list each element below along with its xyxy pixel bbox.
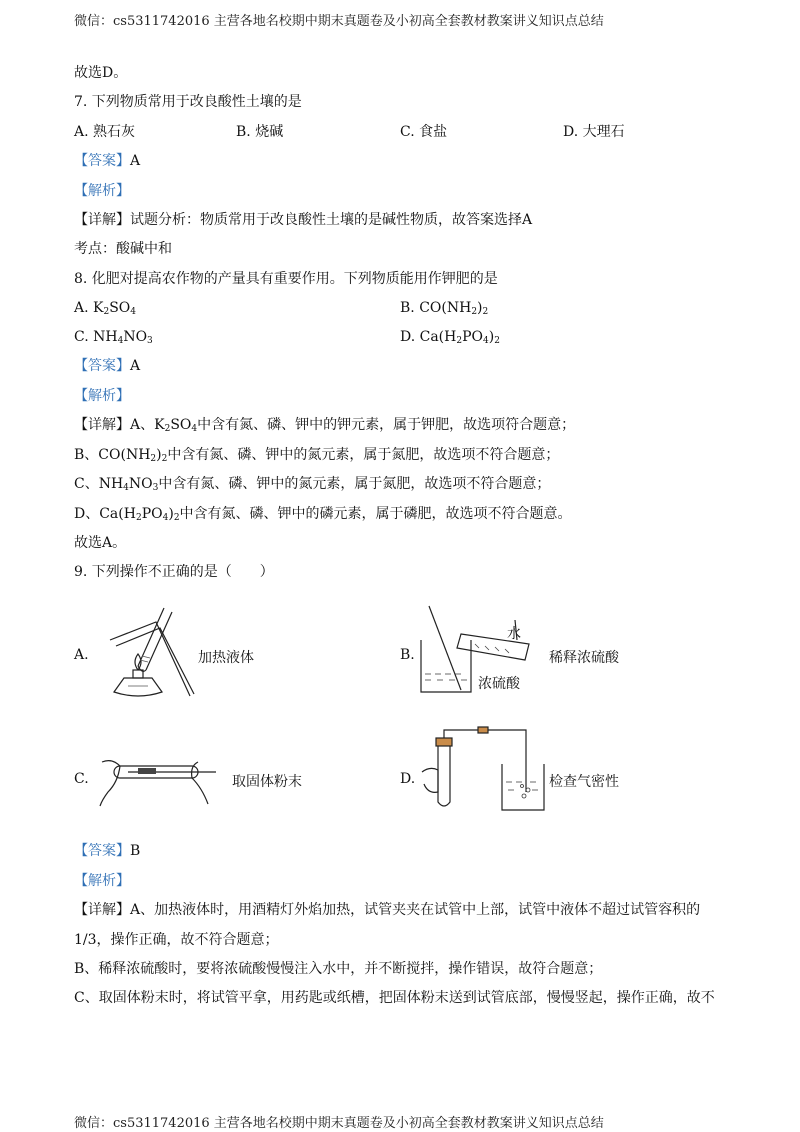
q8-conclusion: 故选A。 (74, 535, 127, 551)
q9-detail-4: C、取固体粉末时，将试管平拿，用药匙或纸槽，把固体粉末送到试管底部，慢慢竖起，操作正确，故不 (74, 990, 715, 1006)
q7-stem: 7. 下列物质常用于改良酸性土壤的是 (74, 94, 302, 110)
q9-option-a-label: A. (74, 647, 89, 663)
q8-detail-b: B、$CO(NH_2)_2$中含有氮、磷、钾中的氮元素，属于氮肥，故选项不符合题意； (74, 447, 560, 464)
q7-option-d: D. 大理石 (563, 124, 625, 140)
q9-detail-2: 1/3，操作正确，故不符合题意； (74, 932, 279, 948)
q9-option-d-caption: 检查气密性 (549, 774, 619, 790)
q8-detail-d: D、$Ca(H_2PO_4)_2$中含有氮、磷、钾中的磷元素，属于磷肥，故选项不符合题意。 (74, 506, 572, 523)
q7-option-a: A. 熟石灰 (74, 124, 136, 140)
answer-tag: 【答案】 (74, 153, 130, 169)
q8-detail-c: C、$NH_4NO_3$中含有氮、磷、钾中的氮元素，属于氮肥，故选项不符合题意； (74, 476, 551, 493)
q9-detail-3: B、稀释浓硫酸时，要将浓硫酸慢慢注入水中，并不断搅拌，操作错误，故符合题意； (74, 961, 603, 977)
q7-detail: 【详解】试题分析：物质常用于改良酸性土壤的是碱性物质，故答案选择A (74, 212, 533, 228)
q9-analysis-tag: 【解析】 (74, 873, 130, 889)
airtightness-diagram (420, 722, 550, 814)
q8-answer (74, 357, 140, 375)
q7-analysis-tag: 【解析】 (74, 183, 130, 199)
answer-tag: 【答案】 (74, 358, 130, 374)
q8-stem: 8. 化肥对提高农作物的产量具有重要作用。下列物质能用作钾肥的是 (74, 271, 498, 287)
q9-option-b-water-label: 水 (507, 626, 521, 642)
q8-detail-a: 【详解】A、$K_2SO_4$中含有氮、磷、钾中的钾元素，属于钾肥，故选项符合题意； (74, 417, 576, 434)
q8-option-c: C. $NH_4NO_3$ (74, 329, 153, 346)
q7-point: 考点：酸碱中和 (74, 241, 172, 257)
q9-option-d-label: D. (400, 771, 416, 787)
q7-option-c: C. 食盐 (400, 124, 448, 140)
q7-answer (74, 152, 140, 170)
q8-option-d: D. $Ca(H_2PO_4)_2$ (400, 329, 500, 346)
q9-detail-1: 【详解】A、加热液体时，用酒精灯外焰加热，试管夹夹在试管中上部，试管中液体不超过试管容积的 (74, 902, 701, 918)
q9-option-c-label: C. (74, 771, 89, 787)
answer-value: A (130, 358, 141, 374)
q9-stem: 9. 下列操作不正确的是（ ） (74, 564, 274, 580)
page-footer: 微信：cs5311742016 主营各地名校期中期末真题卷及小初高全套教材教案讲义知识点总结 (74, 1116, 604, 1131)
q8-option-a: A. $K_2SO_4$ (74, 300, 137, 317)
take-powder-diagram (98, 752, 218, 808)
prev-conclusion: 故选D。 (74, 65, 128, 81)
q9-answer (74, 842, 140, 860)
q8-analysis-tag: 【解析】 (74, 388, 130, 404)
q9-option-c-caption: 取固体粉末 (232, 774, 302, 790)
q9-option-b-label: B. (400, 647, 415, 663)
page-header: 微信：cs5311742016 主营各地名校期中期末真题卷及小初高全套教材教案讲义知识点总结 (74, 14, 604, 29)
q7-option-b: B. 烧碱 (236, 124, 284, 140)
q9-option-b-acid-label: 浓硫酸 (478, 676, 520, 692)
answer-tag: 【答案】 (74, 843, 130, 859)
q8-option-b: B. $CO(NH_2)_2$ (400, 300, 489, 317)
q9-option-a-caption: 加热液体 (198, 650, 254, 666)
answer-value: B (130, 843, 141, 859)
heating-liquid-diagram (98, 596, 198, 700)
answer-value: A (130, 153, 141, 169)
q9-option-b-caption: 稀释浓硫酸 (549, 650, 619, 666)
